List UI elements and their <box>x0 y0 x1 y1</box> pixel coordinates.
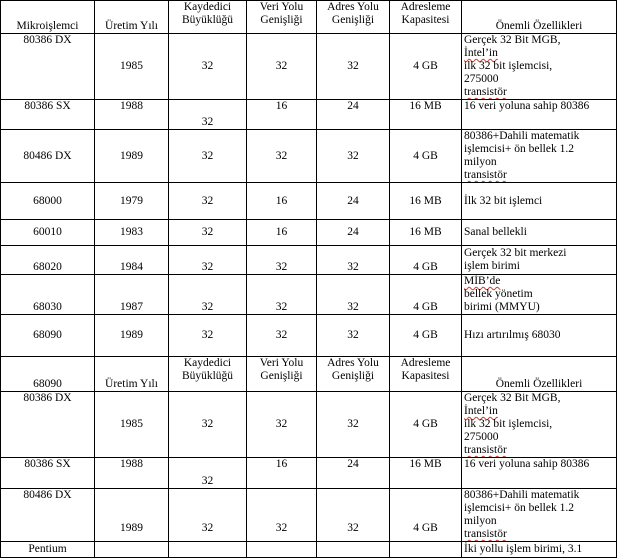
cell-year: 1988 <box>95 458 169 489</box>
cell-data-bus: 32 <box>247 489 317 542</box>
table-row <box>1 34 617 100</box>
cell-data-bus: 32 <box>247 392 317 458</box>
table-row <box>1 183 617 220</box>
cell-features: Gerçek 32 bit merkezi işlem birimi <box>462 246 617 275</box>
header-uretim-yili: Üretim Yılı <box>95 1 169 34</box>
cell-register: 32 <box>169 246 247 275</box>
cell-register: 32 <box>169 183 247 220</box>
table-row <box>1 220 617 246</box>
header-mikroislemci: Mikroişlemci <box>1 1 95 34</box>
cell-address-bus: 32 <box>317 392 390 458</box>
cell-year: 1989 <box>95 489 169 542</box>
cell-capacity <box>390 542 462 558</box>
cell-capacity: 4 GB <box>390 489 462 542</box>
cell-year <box>95 542 169 558</box>
cell-features: 16 veri yoluna sahip 80386 <box>462 458 617 489</box>
cell-address-bus: 32 <box>317 275 390 315</box>
cell-capacity: 4 GB <box>390 246 462 275</box>
cell-register <box>169 542 247 558</box>
cell-features: İlk 32 bit işlemci <box>462 183 617 220</box>
cell-name: 80386 DX <box>1 34 95 100</box>
cell-data-bus: 16 <box>247 458 317 489</box>
table-row <box>1 392 617 458</box>
cell-register: 32 <box>169 489 247 542</box>
cell-features: İki yollu işlem birimi, 3.1 <box>462 542 617 558</box>
cell-year: 1989 <box>95 130 169 183</box>
cell-address-bus: 24 <box>317 100 390 130</box>
cell-address-bus: 32 <box>317 130 390 183</box>
cell-features: MİB’de bellek yönetim birimi (MMYU) <box>462 275 617 315</box>
table-row <box>1 315 617 357</box>
table-row <box>1 542 617 558</box>
header-onemli-ozellikler: Önemli Özellikleri <box>462 1 617 34</box>
cell-address-bus: 32 <box>317 315 390 357</box>
cell-year: 1983 <box>95 220 169 246</box>
cell-capacity: 4 GB <box>390 34 462 100</box>
cell-capacity: 4 GB <box>390 275 462 315</box>
cell-name: 80386 SX <box>1 458 95 489</box>
cell-data-bus: 32 <box>247 315 317 357</box>
cell-features: Gerçek 32 Bit MGB, İntel’in ilk 32 bit işlemcisi, 275000 transistör <box>462 392 617 458</box>
cell-address-bus: 24 <box>317 458 390 489</box>
cell-register: 32 <box>169 130 247 183</box>
cell-year: 1989 <box>95 315 169 357</box>
table-row <box>1 489 617 542</box>
cell-year: 1979 <box>95 183 169 220</box>
cell-data-bus: 32 <box>247 275 317 315</box>
table-row <box>1 275 617 315</box>
cell-name: 60010 <box>1 220 95 246</box>
header-adresleme: Adresleme Kapasitesi <box>390 1 462 34</box>
cell-capacity: 16 MB <box>390 183 462 220</box>
cell-year: 1985 <box>95 392 169 458</box>
cell-address-bus: 24 <box>317 220 390 246</box>
table-header-row <box>1 1 617 34</box>
header-kaydedici: Kaydedici Büyüklüğü <box>169 357 247 392</box>
cell-address-bus: 32 <box>317 246 390 275</box>
cell-register: 32 <box>169 315 247 357</box>
cell-name: 80486 DX <box>1 489 95 542</box>
table-row <box>1 458 617 489</box>
cell-register: 32 <box>169 220 247 246</box>
cell-capacity: 4 GB <box>390 315 462 357</box>
cell-register: 32 <box>169 458 247 489</box>
header-veri-yolu: Veri Yolu Genişliği <box>247 1 317 34</box>
cell-name: 68090 <box>1 315 95 357</box>
cell-features: Hızı artırılmış 68030 <box>462 315 617 357</box>
cell-address-bus: 32 <box>317 489 390 542</box>
cell-register: 32 <box>169 392 247 458</box>
header-adres-yolu: Adres Yolu Genişliği <box>317 1 390 34</box>
cell-features: Gerçek 32 Bit MGB, İntel’in ilk 32 bit işlemcisi, 275000 transistör <box>462 34 617 100</box>
cell-features: 80386+Dahili matematik işlemcisi+ ön bellek 1.2 milyon transistör <box>462 130 617 183</box>
cell-name: 80386 SX <box>1 100 95 130</box>
table-row <box>1 100 617 130</box>
cell-name: 68000 <box>1 183 95 220</box>
cell-data-bus: 16 <box>247 183 317 220</box>
cell-data-bus: 16 <box>247 220 317 246</box>
table-row <box>1 130 617 183</box>
cell-address-bus <box>317 542 390 558</box>
header-adresleme: Adresleme Kapasitesi <box>390 357 462 392</box>
cell-name: 68020 <box>1 246 95 275</box>
cell-data-bus: 32 <box>247 130 317 183</box>
cell-features: 80386+Dahili matematik işlemcisi+ ön bellek 1.2 milyon transistör <box>462 489 617 542</box>
cell-year: 1988 <box>95 100 169 130</box>
table-row <box>1 246 617 275</box>
header-kaydedici: Kaydedici Büyüklüğü <box>169 1 247 34</box>
cell-register: 32 <box>169 275 247 315</box>
header-veri-yolu: Veri Yolu Genişliği <box>247 357 317 392</box>
cell-capacity: 4 GB <box>390 130 462 183</box>
cell-features: Sanal bellekli <box>462 220 617 246</box>
cell-name: 80386 DX <box>1 392 95 458</box>
cell-capacity: 16 MB <box>390 458 462 489</box>
cell-address-bus: 24 <box>317 183 390 220</box>
cell-data-bus <box>247 542 317 558</box>
header-adres-yolu: Adres Yolu Genişliği <box>317 357 390 392</box>
cell-capacity: 4 GB <box>390 392 462 458</box>
header-mikroislemci: 68090 <box>1 357 95 392</box>
cell-year: 1987 <box>95 275 169 315</box>
cell-data-bus: 16 <box>247 100 317 130</box>
cell-capacity: 16 MB <box>390 100 462 130</box>
cell-name: Pentium <box>1 542 95 558</box>
cell-name: 80486 DX <box>1 130 95 183</box>
cell-year: 1984 <box>95 246 169 275</box>
cell-address-bus: 32 <box>317 34 390 100</box>
cell-name: 68030 <box>1 275 95 315</box>
header-uretim-yili: Üretim Yılı <box>95 357 169 392</box>
cell-data-bus: 32 <box>247 34 317 100</box>
cell-year: 1985 <box>95 34 169 100</box>
cell-capacity: 16 MB <box>390 220 462 246</box>
cell-register: 32 <box>169 100 247 130</box>
header-onemli-ozellikler: Önemli Özellikleri <box>462 357 617 392</box>
cell-register: 32 <box>169 34 247 100</box>
cell-data-bus: 32 <box>247 246 317 275</box>
cell-features: 16 veri yoluna sahip 80386 <box>462 100 617 130</box>
table-header-row <box>1 357 617 392</box>
